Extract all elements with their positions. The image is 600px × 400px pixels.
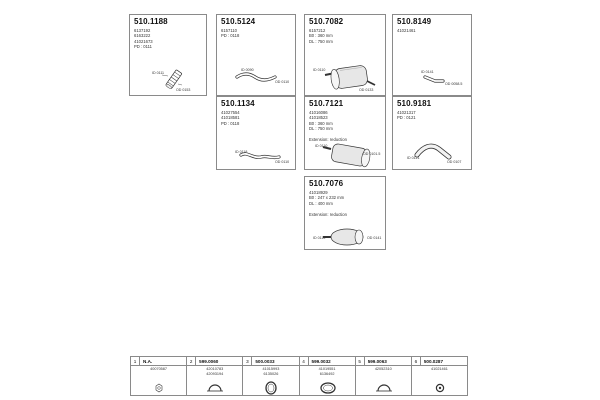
outlet-diameter-tag: OD 0133 — [359, 88, 374, 92]
parts-table-cell[interactable]: 4 599.0032 41019551 6136492 — [300, 357, 356, 395]
reference-list: 6157110 PD : 0118 — [221, 28, 240, 39]
outlet-diameter-tag: OD 0110 — [275, 160, 290, 164]
part-card-510-7082[interactable] — [304, 14, 386, 96]
part-code: 500.0033 — [255, 358, 275, 364]
pipe-drawing — [217, 15, 297, 97]
outlet-diameter-tag: OD 0101.5 — [363, 152, 381, 156]
inlet-diameter-tag: ID 0110 — [315, 144, 328, 148]
part-code: N.A. — [143, 358, 153, 364]
part-number: 510.5124 — [221, 17, 256, 26]
outlet-diameter-tag: OD 0110 — [275, 80, 290, 84]
muffler-drawing — [305, 15, 387, 97]
part-card-510-7121[interactable] — [304, 96, 386, 170]
inlet-diameter-tag: ID 0121 — [407, 156, 420, 160]
item-number: 1 — [131, 357, 140, 365]
pipe-drawing — [217, 97, 297, 171]
part-number: 510.1188 — [134, 17, 168, 26]
outlet-diameter-tag: OD 0141 — [367, 236, 382, 240]
part-card-510-1134[interactable] — [216, 96, 296, 170]
inlet-diameter-tag: ID 0110 — [313, 236, 326, 240]
part-card-510-1188[interactable] — [129, 14, 207, 96]
parts-table-cell[interactable]: 3 500.0033 41015993 6135026 — [243, 357, 299, 395]
clamp-icon — [356, 357, 412, 397]
reference-list: 41021317 PD : 0121 — [397, 110, 416, 121]
item-number: 6 — [412, 357, 421, 365]
outlet-diameter-tag: OD 0107 — [447, 160, 462, 164]
muffler-drawing — [305, 97, 387, 171]
reference-list: 41018929 B0 : 247 x 232 mm DL : 400 mm Extension: reduction — [309, 190, 347, 217]
part-number: 510.9181 — [397, 99, 432, 108]
parts-table-cell[interactable]: 5 599.0063 42052310 — [356, 357, 412, 395]
outlet-diameter-tag: OD 0058.5 — [445, 82, 463, 86]
parts-table-cell[interactable]: 6 500.0287 41021461 — [412, 357, 467, 395]
inlet-diameter-tag: ID 0118 — [235, 150, 248, 154]
bent-pipe-drawing — [393, 97, 473, 171]
reference-list: 41027554 41018581 PD : 0118 — [221, 110, 240, 126]
part-card-510-8149[interactable] — [392, 14, 472, 96]
rubber-mount-icon — [412, 357, 468, 397]
reference-list: 41021461 — [397, 28, 416, 33]
part-card-510-5124[interactable] — [216, 14, 296, 96]
oval-muffler-drawing — [305, 177, 387, 251]
item-number: 3 — [243, 357, 252, 365]
gasket-oval-icon — [300, 357, 356, 397]
flex-pipe-drawing — [130, 15, 208, 97]
clamp-icon — [187, 357, 243, 397]
reference-list: 6137192 6163222 41021673 PD : 0111 — [134, 28, 153, 50]
part-card-510-7076[interactable] — [304, 176, 386, 250]
part-number: 510.7121 — [309, 99, 344, 108]
tailpipe-drawing — [393, 15, 473, 97]
reference-list: 41016086 41018523 B0 : 360 mm DL : 750 mm Extension: reduction — [309, 110, 347, 143]
item-number: 5 — [356, 357, 365, 365]
outlet-diameter-tag: OD 0153 — [176, 88, 191, 92]
part-code: 599.0060 — [199, 358, 219, 364]
part-code: 599.0032 — [311, 358, 331, 364]
part-number: 510.8149 — [397, 17, 432, 26]
part-number: 510.7082 — [309, 17, 344, 26]
part-number: 510.7076 — [309, 179, 344, 188]
inlet-diameter-tag: ID 0111 — [152, 71, 165, 75]
part-card-510-9181[interactable] — [392, 96, 472, 170]
mounting-parts-table — [130, 356, 468, 396]
reference-list: 6157212 B0 : 360 mm DL : 750 mm — [309, 28, 333, 44]
inlet-diameter-tag: ID 0110 — [313, 68, 326, 72]
item-number: 2 — [187, 357, 196, 365]
part-number: 510.1134 — [221, 99, 255, 108]
part-code: 500.0287 — [423, 358, 444, 364]
inlet-diameter-tag: ID 0090 — [241, 68, 254, 72]
parts-table-cell[interactable]: 2 599.0060 42010783 42093194 — [187, 357, 243, 395]
part-code: 599.0063 — [367, 358, 387, 364]
nut-icon — [131, 357, 187, 397]
gasket-ring-icon — [243, 357, 299, 397]
parts-table-cell[interactable]: 1 N.A. 40070587 — [131, 357, 187, 395]
item-number: 4 — [300, 357, 309, 365]
inlet-diameter-tag: ID 0141 — [421, 70, 434, 74]
